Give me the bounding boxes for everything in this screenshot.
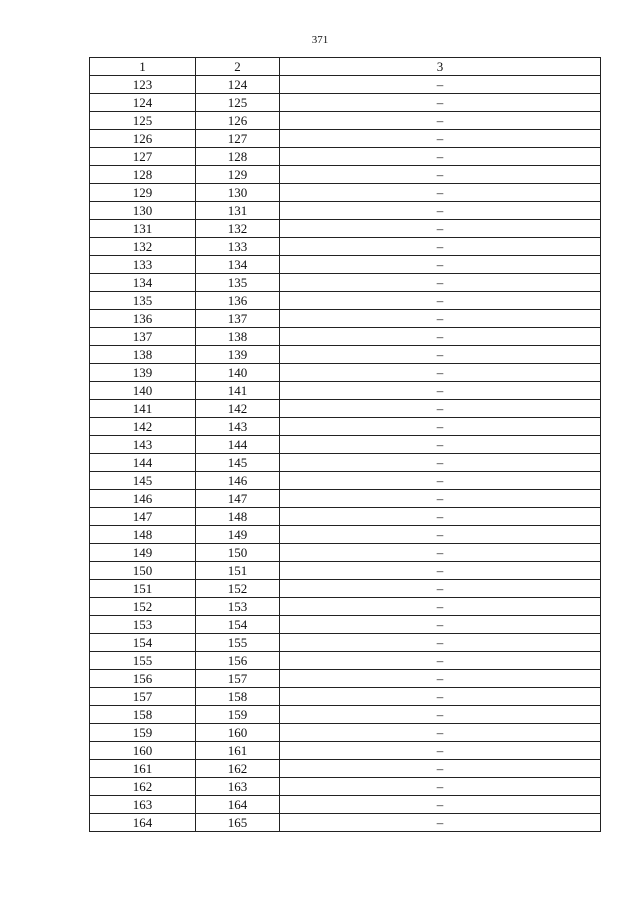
table-row	[90, 706, 601, 724]
table-cell-col-3: –	[280, 814, 601, 832]
column-header-3: 3	[280, 58, 601, 76]
table-cell-col-1: 144	[90, 454, 196, 472]
table-cell-col-2: 131	[196, 202, 280, 220]
table-row	[90, 490, 601, 508]
table-cell-col-2: 140	[196, 364, 280, 382]
table-cell-col-3: –	[280, 472, 601, 490]
table-row	[90, 796, 601, 814]
table-row	[90, 400, 601, 418]
table-cell-col-1: 135	[90, 292, 196, 310]
table-cell-col-1: 152	[90, 598, 196, 616]
table-cell-col-3: –	[280, 688, 601, 706]
table-row	[90, 616, 601, 634]
table-row	[90, 76, 601, 94]
table-row	[90, 346, 601, 364]
table-cell-col-1: 125	[90, 112, 196, 130]
table-row	[90, 580, 601, 598]
table-cell-col-3: –	[280, 76, 601, 94]
table-cell-col-1: 124	[90, 94, 196, 112]
table-cell-col-2: 132	[196, 220, 280, 238]
table-cell-col-2: 159	[196, 706, 280, 724]
table-cell-col-1: 130	[90, 202, 196, 220]
table-cell-col-3: –	[280, 202, 601, 220]
table-row	[90, 742, 601, 760]
table-cell-col-3: –	[280, 796, 601, 814]
table-cell-col-1: 161	[90, 760, 196, 778]
table-cell-col-2: 158	[196, 688, 280, 706]
table-cell-col-3: –	[280, 670, 601, 688]
table-cell-col-2: 128	[196, 148, 280, 166]
table-cell-col-2: 139	[196, 346, 280, 364]
table-cell-col-3: –	[280, 634, 601, 652]
table-row	[90, 382, 601, 400]
table-row	[90, 472, 601, 490]
table-cell-col-2: 144	[196, 436, 280, 454]
table-cell-col-3: –	[280, 238, 601, 256]
table-cell-col-3: –	[280, 598, 601, 616]
column-header-2: 2	[196, 58, 280, 76]
table-row	[90, 292, 601, 310]
table-cell-col-3: –	[280, 508, 601, 526]
table-cell-col-2: 151	[196, 562, 280, 580]
table-row	[90, 148, 601, 166]
table-row	[90, 454, 601, 472]
table-row	[90, 328, 601, 346]
table-row	[90, 166, 601, 184]
table-cell-col-2: 130	[196, 184, 280, 202]
table-cell-col-3: –	[280, 346, 601, 364]
table-cell-col-3: –	[280, 490, 601, 508]
table-cell-col-2: 153	[196, 598, 280, 616]
table-cell-col-1: 129	[90, 184, 196, 202]
table-row	[90, 544, 601, 562]
table-cell-col-3: –	[280, 724, 601, 742]
table-row	[90, 778, 601, 796]
table-cell-col-2: 145	[196, 454, 280, 472]
table-cell-col-3: –	[280, 166, 601, 184]
table-row	[90, 184, 601, 202]
table-cell-col-3: –	[280, 292, 601, 310]
page-number: 371	[311, 34, 329, 46]
table-cell-col-3: –	[280, 562, 601, 580]
table-cell-col-1: 159	[90, 724, 196, 742]
table-body	[90, 76, 601, 832]
table-cell-col-2: 133	[196, 238, 280, 256]
table-cell-col-2: 135	[196, 274, 280, 292]
table-cell-col-3: –	[280, 544, 601, 562]
table-row	[90, 418, 601, 436]
table-cell-col-2: 152	[196, 580, 280, 598]
table-cell-col-1: 163	[90, 796, 196, 814]
table-row	[90, 238, 601, 256]
table-cell-col-1: 155	[90, 652, 196, 670]
table-cell-col-3: –	[280, 418, 601, 436]
table-row	[90, 256, 601, 274]
table-cell-col-1: 137	[90, 328, 196, 346]
table-cell-col-2: 146	[196, 472, 280, 490]
table-cell-col-1: 142	[90, 418, 196, 436]
table-cell-col-1: 162	[90, 778, 196, 796]
table-cell-col-3: –	[280, 112, 601, 130]
data-table	[89, 57, 601, 832]
table-row	[90, 652, 601, 670]
table-cell-col-2: 127	[196, 130, 280, 148]
table-cell-col-3: –	[280, 382, 601, 400]
table-cell-col-1: 145	[90, 472, 196, 490]
table-cell-col-1: 136	[90, 310, 196, 328]
table-cell-col-1: 148	[90, 526, 196, 544]
table-cell-col-1: 157	[90, 688, 196, 706]
table-cell-col-2: 136	[196, 292, 280, 310]
table-row	[90, 670, 601, 688]
table-cell-col-2: 143	[196, 418, 280, 436]
table-row	[90, 508, 601, 526]
table-cell-col-1: 138	[90, 346, 196, 364]
table-row	[90, 724, 601, 742]
table-cell-col-3: –	[280, 274, 601, 292]
table-cell-col-1: 127	[90, 148, 196, 166]
table-cell-col-3: –	[280, 220, 601, 238]
table-cell-col-1: 141	[90, 400, 196, 418]
table-cell-col-3: –	[280, 436, 601, 454]
table-cell-col-2: 138	[196, 328, 280, 346]
table-cell-col-3: –	[280, 310, 601, 328]
table-cell-col-1: 160	[90, 742, 196, 760]
table-cell-col-2: 162	[196, 760, 280, 778]
table-cell-col-1: 131	[90, 220, 196, 238]
table-cell-col-1: 156	[90, 670, 196, 688]
table-cell-col-2: 150	[196, 544, 280, 562]
table-cell-col-3: –	[280, 256, 601, 274]
table-cell-col-3: –	[280, 760, 601, 778]
table-cell-col-2: 124	[196, 76, 280, 94]
table-cell-col-1: 158	[90, 706, 196, 724]
table-cell-col-1: 128	[90, 166, 196, 184]
table-cell-col-2: 149	[196, 526, 280, 544]
table-row	[90, 112, 601, 130]
table-cell-col-2: 148	[196, 508, 280, 526]
table-cell-col-3: –	[280, 130, 601, 148]
table-cell-col-3: –	[280, 742, 601, 760]
table-cell-col-1: 140	[90, 382, 196, 400]
table-cell-col-1: 134	[90, 274, 196, 292]
table-cell-col-3: –	[280, 184, 601, 202]
table-cell-col-1: 143	[90, 436, 196, 454]
table-cell-col-2: 126	[196, 112, 280, 130]
table-cell-col-2: 156	[196, 652, 280, 670]
table-cell-col-2: 129	[196, 166, 280, 184]
table-cell-col-2: 147	[196, 490, 280, 508]
table-cell-col-3: –	[280, 454, 601, 472]
table-row	[90, 94, 601, 112]
table-row	[90, 130, 601, 148]
table-cell-col-2: 154	[196, 616, 280, 634]
table-cell-col-3: –	[280, 652, 601, 670]
table-cell-col-1: 133	[90, 256, 196, 274]
table-cell-col-1: 149	[90, 544, 196, 562]
table-row	[90, 526, 601, 544]
table-cell-col-2: 161	[196, 742, 280, 760]
table-cell-col-3: –	[280, 400, 601, 418]
table-cell-col-2: 155	[196, 634, 280, 652]
table-cell-col-2: 125	[196, 94, 280, 112]
table-header-row	[90, 58, 601, 76]
table-cell-col-1: 139	[90, 364, 196, 382]
table-cell-col-2: 134	[196, 256, 280, 274]
table-row	[90, 436, 601, 454]
table-cell-col-3: –	[280, 706, 601, 724]
table-cell-col-3: –	[280, 148, 601, 166]
table-cell-col-1: 164	[90, 814, 196, 832]
table-cell-col-3: –	[280, 616, 601, 634]
table-cell-col-2: 157	[196, 670, 280, 688]
table-cell-col-3: –	[280, 526, 601, 544]
table-cell-col-1: 147	[90, 508, 196, 526]
table-cell-col-2: 142	[196, 400, 280, 418]
table-cell-col-3: –	[280, 328, 601, 346]
table-row	[90, 364, 601, 382]
table-row	[90, 274, 601, 292]
table-cell-col-2: 163	[196, 778, 280, 796]
table-cell-col-1: 146	[90, 490, 196, 508]
table-cell-col-3: –	[280, 580, 601, 598]
table-cell-col-3: –	[280, 364, 601, 382]
table-cell-col-1: 132	[90, 238, 196, 256]
table-row	[90, 220, 601, 238]
table-row	[90, 634, 601, 652]
table-row	[90, 598, 601, 616]
table-cell-col-3: –	[280, 94, 601, 112]
table-cell-col-1: 153	[90, 616, 196, 634]
table-cell-col-2: 137	[196, 310, 280, 328]
table-cell-col-2: 160	[196, 724, 280, 742]
table-cell-col-1: 151	[90, 580, 196, 598]
table-row	[90, 202, 601, 220]
table-cell-col-2: 141	[196, 382, 280, 400]
table-row	[90, 562, 601, 580]
table-row	[90, 760, 601, 778]
table-cell-col-3: –	[280, 778, 601, 796]
table-row	[90, 814, 601, 832]
table-row	[90, 310, 601, 328]
column-header-1: 1	[90, 58, 196, 76]
table-row	[90, 688, 601, 706]
table-cell-col-2: 165	[196, 814, 280, 832]
table-cell-col-2: 164	[196, 796, 280, 814]
table-cell-col-1: 126	[90, 130, 196, 148]
table-cell-col-1: 150	[90, 562, 196, 580]
table-cell-col-1: 123	[90, 76, 196, 94]
table-cell-col-1: 154	[90, 634, 196, 652]
